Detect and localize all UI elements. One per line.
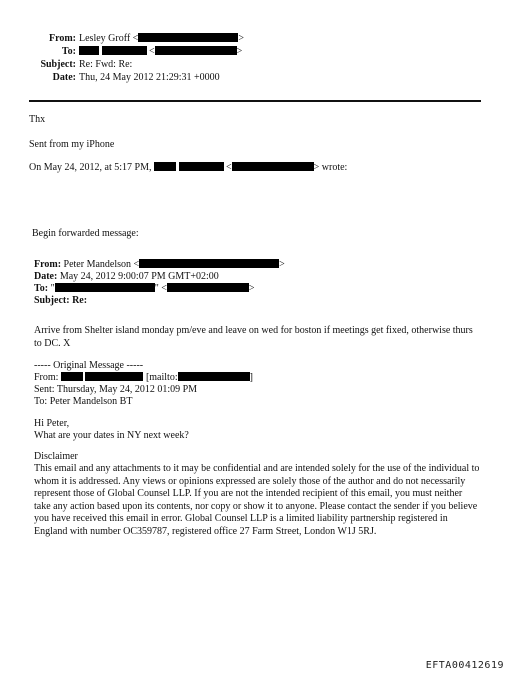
orig-question: What are your dates in NY next week? bbox=[34, 430, 189, 441]
redaction-box bbox=[102, 46, 147, 55]
subject-value: Re: Fwd: Re: bbox=[79, 59, 133, 70]
orig-from-row bbox=[34, 372, 253, 385]
reply-thx: Thx bbox=[29, 114, 46, 125]
orig-from-label: From: bbox=[34, 372, 59, 383]
date-value: Thu, 24 May 2012 21:29:31 +0000 bbox=[79, 72, 220, 83]
on-date-wrote-line bbox=[29, 162, 347, 175]
original-divider: ----- Original Message ----- bbox=[34, 360, 144, 371]
subject-label: Subject: bbox=[40, 59, 76, 70]
redaction-box bbox=[138, 33, 238, 42]
header-from-row bbox=[0, 33, 244, 46]
redaction-box bbox=[232, 162, 314, 171]
fwd-from-label: From: bbox=[34, 259, 62, 270]
redaction-box bbox=[55, 283, 155, 292]
disclaimer-title: Disclaimer bbox=[34, 451, 78, 462]
fwd-from-value: Peter Mandelson < bbox=[63, 259, 140, 270]
redaction-box bbox=[178, 372, 250, 381]
orig-to: To: Peter Mandelson BT bbox=[34, 396, 133, 407]
fwd-to-label: To: bbox=[34, 283, 49, 294]
date-label: Date: bbox=[52, 72, 76, 83]
orig-greeting: Hi Peter, bbox=[34, 418, 70, 429]
fwd-to-mid: " < bbox=[154, 283, 167, 294]
forwarded-message: Arrive from Shelter island monday pm/eve and leave on wed for boston if meetings get fixed, otherwise thurs to DC. X bbox=[34, 325, 473, 349]
fwd-from-close: > bbox=[279, 259, 285, 270]
fwd-subject-row bbox=[34, 295, 87, 308]
redaction-box bbox=[139, 259, 279, 268]
on-date-suffix: > wrote: bbox=[313, 162, 348, 173]
redaction-box bbox=[154, 162, 176, 171]
fwd-to-row bbox=[34, 283, 255, 296]
redaction-box bbox=[85, 372, 143, 381]
header-divider bbox=[29, 100, 481, 102]
fwd-date-value: May 24, 2012 9:00:07 PM GMT+02:00 bbox=[59, 271, 219, 282]
header-date-row bbox=[0, 72, 220, 85]
redaction-box bbox=[179, 162, 224, 171]
to-open: < bbox=[149, 46, 155, 57]
fwd-subject-value: Re: bbox=[72, 295, 88, 306]
redaction-box bbox=[167, 283, 249, 292]
header-subject-row bbox=[0, 59, 132, 72]
bates-number: EFTA00412619 bbox=[425, 660, 504, 671]
from-label: From: bbox=[48, 33, 76, 44]
to-close: > bbox=[236, 46, 243, 57]
redaction-box bbox=[79, 46, 99, 55]
header-to-row bbox=[0, 46, 242, 59]
fwd-to-close: > bbox=[248, 283, 255, 294]
redaction-box bbox=[61, 372, 83, 381]
fwd-to-open: " bbox=[50, 283, 55, 294]
to-label: To: bbox=[61, 46, 76, 57]
sent-from-iphone: Sent from my iPhone bbox=[29, 139, 115, 150]
fwd-date-label: Date: bbox=[34, 271, 58, 282]
redaction-box bbox=[155, 46, 237, 55]
fwd-from-row bbox=[34, 259, 285, 272]
fwd-subject-label: Subject: bbox=[34, 295, 70, 306]
from-close: > bbox=[238, 33, 244, 44]
disclaimer-text: This email and any attachments to it may be confidential and are intended solely for the use of the individual to whom it is addressed. Any views or opinions expressed are solely those of the author and do not necessarily represent those of Global Counsel LLP. If you are not the intended recipient of this email, you must neither take any action based upon its contents, nor copy or show it to anyone. Please contact the sender if you believe you have received this email in error. Global Counsel LLP is a limited liability partnership registered in England with number OC359787, registered office 27 Farm Street, London W1J 5RJ. bbox=[34, 463, 480, 537]
on-date-open: < bbox=[226, 162, 232, 173]
orig-mailto-close: ] bbox=[249, 372, 253, 383]
from-value: Lesley Groff < bbox=[79, 33, 139, 44]
orig-mailto: [mailto: bbox=[145, 372, 178, 383]
begin-forwarded: Begin forwarded message: bbox=[32, 228, 139, 239]
on-date-prefix: On May 24, 2012, at 5:17 PM, bbox=[29, 162, 152, 173]
fwd-date-row bbox=[34, 271, 219, 284]
orig-sent: Sent: Thursday, May 24, 2012 01:09 PM bbox=[34, 384, 198, 395]
